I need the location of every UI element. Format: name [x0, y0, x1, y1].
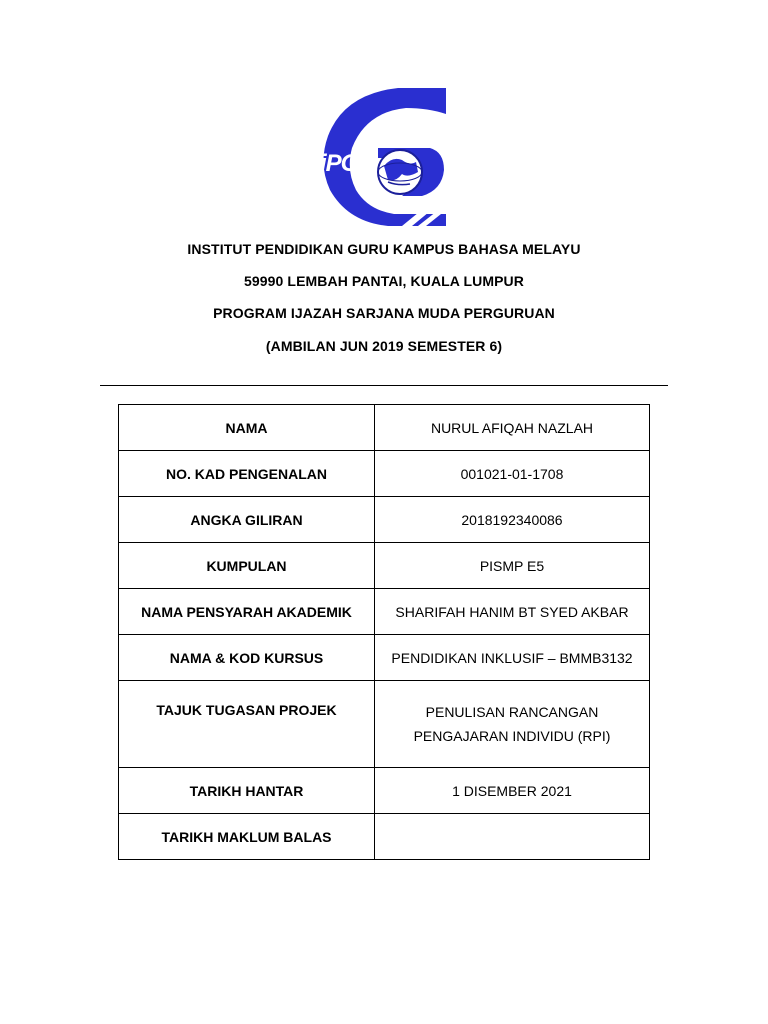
tajuk-line-2: PENGAJARAN INDIVIDU (RPI) [413, 728, 611, 744]
ipg-logo [318, 86, 448, 228]
row-value-angka-giliran: 2018192340086 [375, 497, 650, 543]
institute-address: 59990 LEMBAH PANTAI, KUALA LUMPUR [244, 273, 524, 289]
row-label-pensyarah: NAMA PENSYARAH AKADEMIK [119, 589, 375, 635]
logo-text: iPG [320, 150, 359, 177]
tajuk-line-1: PENULISAN RANCANGAN [425, 704, 599, 720]
row-label-kumpulan: KUMPULAN [119, 543, 375, 589]
table-row [119, 681, 650, 768]
table-row [119, 405, 650, 451]
row-label-angka-giliran: ANGKA GILIRAN [119, 497, 375, 543]
row-label-tajuk: TAJUK TUGASAN PROJEK [119, 681, 375, 768]
row-value-kursus: PENDIDIKAN INKLUSIF – BMMB3132 [375, 635, 650, 681]
program-name: PROGRAM IJAZAH SARJANA MUDA PERGURUAN [213, 305, 555, 321]
row-value-nama: NURUL AFIQAH NAZLAH [375, 405, 650, 451]
table-row [119, 451, 650, 497]
table-row [119, 635, 650, 681]
table-row [119, 589, 650, 635]
row-label-kursus: NAMA & KOD KURSUS [119, 635, 375, 681]
row-value-pensyarah: SHARIFAH HANIM BT SYED AKBAR [375, 589, 650, 635]
table-row [119, 768, 650, 814]
institute-name: INSTITUT PENDIDIKAN GURU KAMPUS BAHASA MELAYU [187, 241, 581, 257]
row-label-nama: NAMA [119, 405, 375, 451]
row-label-tarikh-hantar: TARIKH HANTAR [119, 768, 375, 814]
row-value-tajuk [375, 681, 650, 768]
row-value-maklum-balas [375, 814, 650, 860]
intake-semester: (AMBILAN JUN 2019 SEMESTER 6) [265, 338, 503, 354]
table-row [119, 814, 650, 860]
row-label-maklum-balas: TARIKH MAKLUM BALAS [119, 814, 375, 860]
table-row [119, 497, 650, 543]
student-info-table [118, 404, 650, 860]
horizontal-divider [100, 385, 668, 386]
table-row [119, 543, 650, 589]
row-value-ic: 001021-01-1708 [375, 451, 650, 497]
row-value-kumpulan: PISMP E5 [375, 543, 650, 589]
row-label-ic: NO. KAD PENGENALAN [119, 451, 375, 497]
row-value-tarikh-hantar: 1 DISEMBER 2021 [375, 768, 650, 814]
